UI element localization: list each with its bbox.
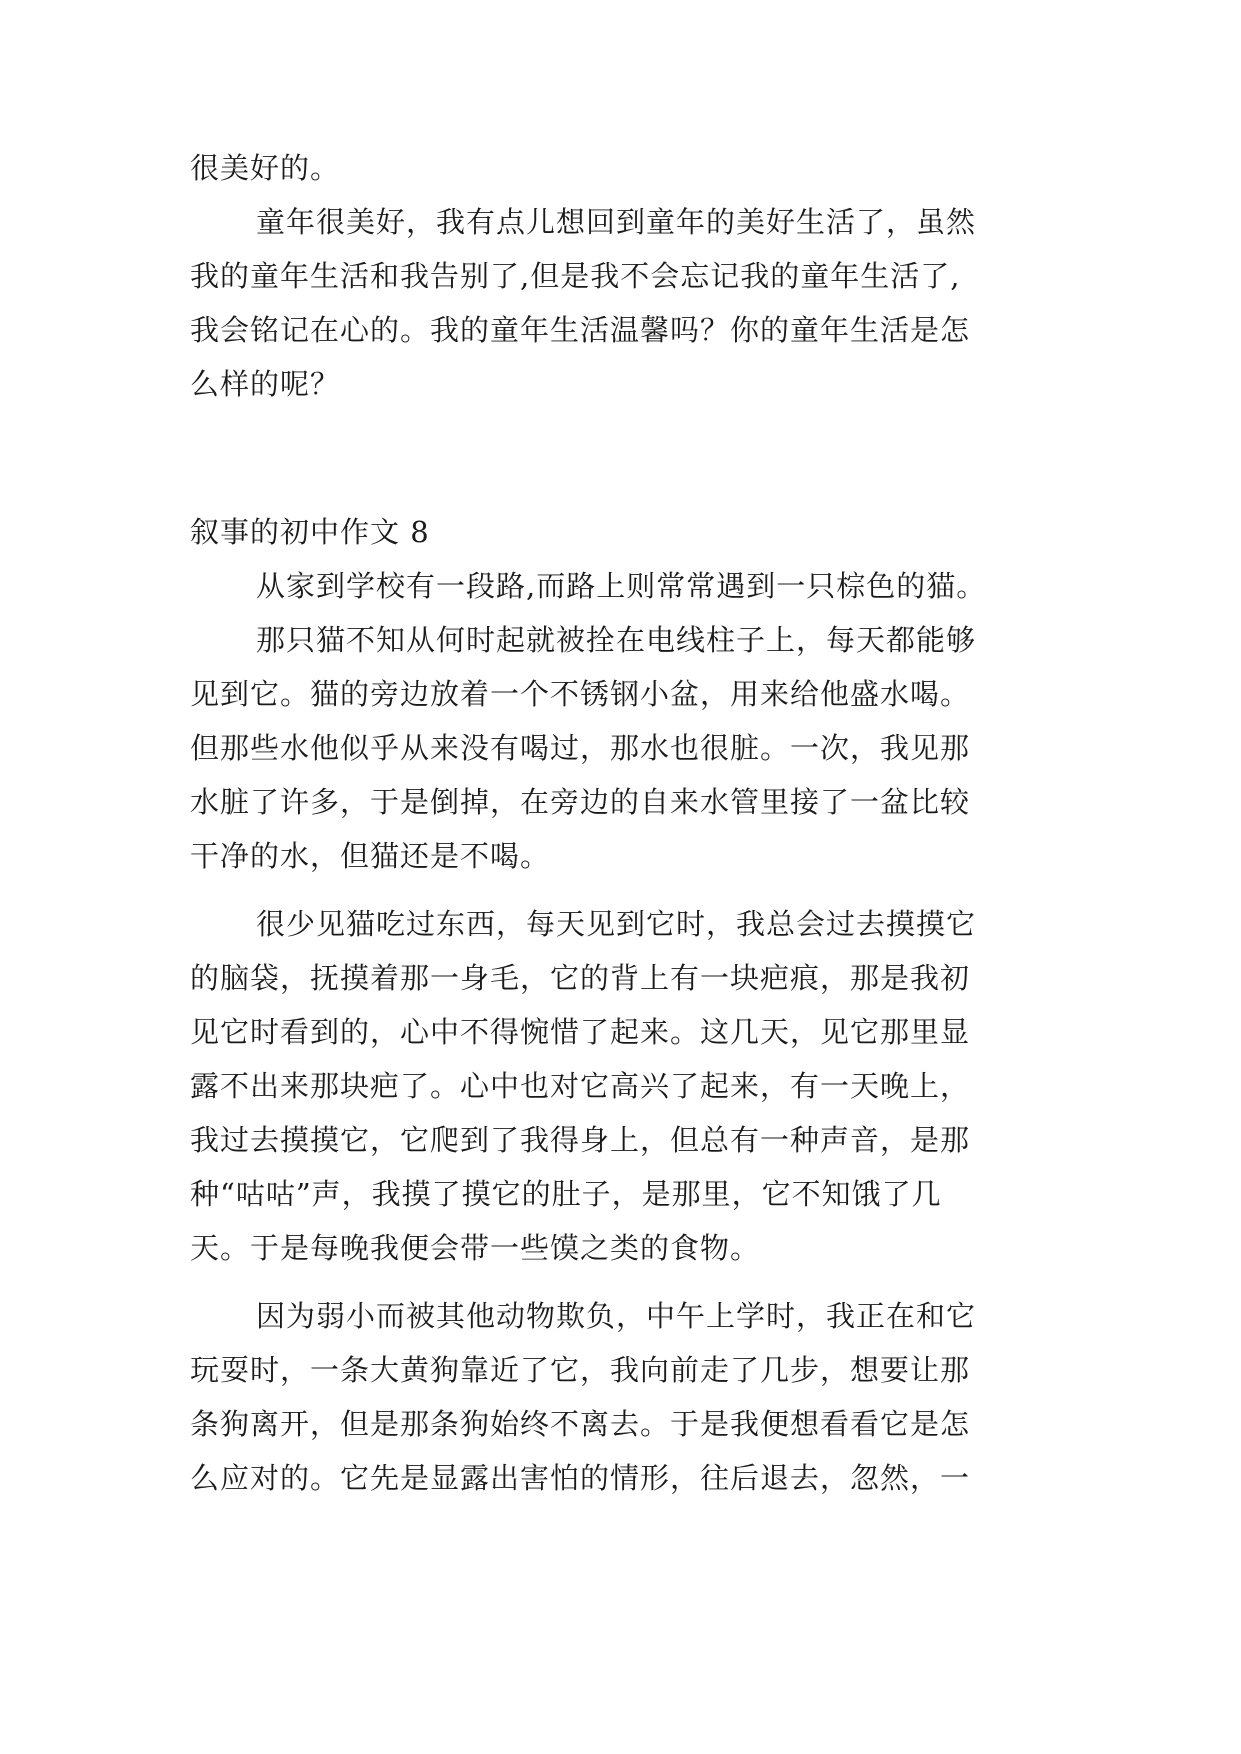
paragraph-line: 露不出来那块疤了。心中也对它高兴了起来，有一天晚上， bbox=[190, 1069, 971, 1103]
paragraph-line: 水脏了许多，于是倒掉，在旁边的自来水管里接了一盆比较 bbox=[190, 785, 971, 819]
paragraph-line: 从家到学校有一段路,而路上则常常遇到一只棕色的猫。 bbox=[256, 569, 987, 603]
paragraph-line: 么样的呢？ bbox=[190, 367, 341, 401]
paragraph-line: 的脑袋，抚摸着那一身毛，它的背上有一块疤痕，那是我初 bbox=[190, 961, 971, 995]
paragraph-line: 见到它。猫的旁边放着一个不锈钢小盆，用来给他盛水喝。 bbox=[190, 677, 971, 711]
paragraph-line: 种“咕咕”声，我摸了摸它的肚子，是那里，它不知饿了几 bbox=[190, 1177, 942, 1211]
paragraph-line: 但那些水他似乎从来没有喝过，那水也很脏。一次，我见那 bbox=[190, 731, 971, 765]
paragraph-line: 童年很美好，我有点儿想回到童年的美好生活了，虽然 bbox=[256, 205, 977, 239]
paragraph-line: 天。于是每晚我便会带一些馍之类的食物。 bbox=[190, 1231, 761, 1265]
paragraph-line: 很美好的。 bbox=[190, 151, 341, 185]
paragraph-line: 我的童年生活和我告别了,但是我不会忘记我的童年生活了, bbox=[190, 259, 961, 293]
paragraph-line: 我会铭记在心的。我的童年生活温馨吗？你的童年生活是怎 bbox=[190, 313, 971, 347]
paragraph-line: 因为弱小而被其他动物欺负，中午上学时，我正在和它 bbox=[256, 1299, 977, 1333]
section-title: 叙事的初中作文 8 bbox=[190, 515, 430, 549]
paragraph-line: 很少见猫吃过东西，每天见到它时，我总会过去摸摸它 bbox=[256, 907, 977, 941]
paragraph-line: 干净的水，但猫还是不喝。 bbox=[190, 839, 551, 873]
paragraph-line: 我过去摸摸它，它爬到了我得身上，但总有一种声音，是那 bbox=[190, 1123, 971, 1157]
paragraph-line: 条狗离开，但是那条狗始终不离去。于是我便想看看它是怎 bbox=[190, 1407, 971, 1441]
paragraph-line: 么应对的。它先是显露出害怕的情形，往后退去，忽然，一 bbox=[190, 1461, 971, 1495]
paragraph-line: 见它时看到的，心中不得惋惜了起来。这几天，见它那里显 bbox=[190, 1015, 971, 1049]
paragraph-line: 玩耍时，一条大黄狗靠近了它，我向前走了几步，想要让那 bbox=[190, 1353, 971, 1387]
paragraph-line: 那只猫不知从何时起就被拴在电线柱子上，每天都能够 bbox=[256, 623, 977, 657]
